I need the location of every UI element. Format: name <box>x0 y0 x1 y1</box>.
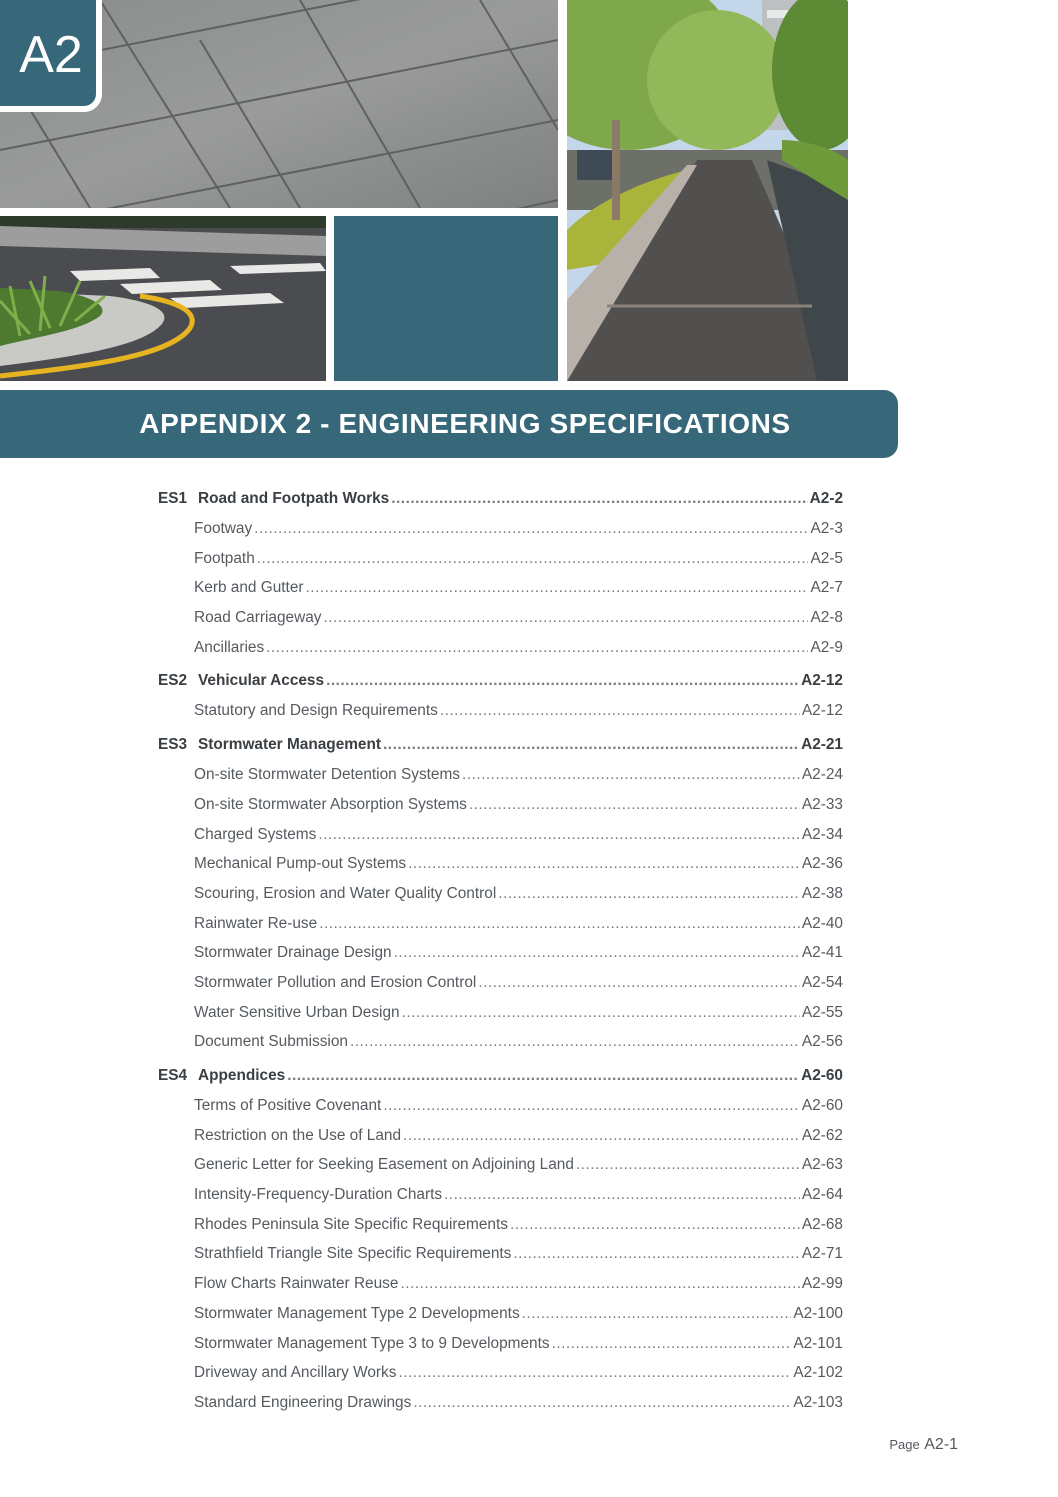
toc-page-number: A2-101 <box>793 1334 843 1352</box>
toc-entry-title: Scouring, Erosion and Water Quality Control <box>194 884 497 902</box>
toc-entry-title: On-site Stormwater Detention Systems <box>194 766 461 784</box>
toc-entry[interactable] <box>158 1210 843 1240</box>
teal-block <box>334 216 558 381</box>
dot-leader <box>462 760 800 790</box>
dot-leader <box>287 1061 799 1091</box>
toc-page-number: A2-103 <box>793 1393 843 1411</box>
toc-entry-title: Restriction on the Use of Land <box>194 1126 402 1144</box>
toc-page-number: A2-102 <box>793 1364 843 1382</box>
dot-leader <box>394 938 800 968</box>
toc-page-number: A2-56 <box>801 1033 843 1051</box>
toc-section-heading[interactable] <box>158 1061 843 1091</box>
toc-entry[interactable] <box>158 603 843 633</box>
toc-page-number: A2-63 <box>801 1156 843 1174</box>
toc-page-number: A2-60 <box>801 1097 843 1114</box>
toc-entry[interactable] <box>158 633 843 663</box>
page-number: A2-1 <box>924 1436 958 1453</box>
dot-leader <box>323 603 808 633</box>
toc-entry[interactable] <box>158 1299 843 1329</box>
dot-leader <box>444 1180 800 1210</box>
toc-entry[interactable] <box>158 1121 843 1151</box>
toc-entry[interactable] <box>158 760 843 790</box>
toc-entry[interactable] <box>158 1358 843 1388</box>
toc-entry[interactable] <box>158 820 843 850</box>
dot-leader <box>498 879 800 909</box>
section-tab: A2 <box>0 0 102 112</box>
dot-leader <box>254 514 808 544</box>
toc-entry-title: Mechanical Pump-out Systems <box>194 855 407 873</box>
dot-leader <box>510 1210 800 1240</box>
streetscape-photo <box>567 0 848 381</box>
toc-entry-title: Footway <box>194 520 253 537</box>
toc-section <box>158 484 843 662</box>
toc-entry-title: Ancillaries <box>194 638 265 656</box>
toc-page-number: A2-38 <box>801 884 843 902</box>
toc-entry-title: Road Carriageway <box>194 609 322 627</box>
toc-entry[interactable] <box>158 790 843 820</box>
toc-page-number: A2-40 <box>801 914 843 932</box>
toc-entry-title: Driveway and Ancillary Works <box>194 1364 397 1382</box>
toc-page-number: A2-41 <box>801 944 843 962</box>
toc-entry-title: Stormwater Pollution and Erosion Control <box>194 973 477 991</box>
toc-entry[interactable] <box>158 1027 843 1057</box>
dot-leader <box>391 484 807 514</box>
toc-entry[interactable] <box>158 514 843 544</box>
toc-page-number: A2-60 <box>801 1067 843 1084</box>
toc-entry-title: Rainwater Re-use <box>194 914 318 932</box>
toc-entry-title: Stormwater Drainage Design <box>194 944 392 962</box>
toc-section-title: Vehicular Access <box>198 672 325 690</box>
toc-page-number: A2-3 <box>810 520 843 537</box>
toc-entry-title: Stormwater Management Type 3 to 9 Developments <box>194 1334 550 1352</box>
toc-page-number: A2-64 <box>801 1186 843 1204</box>
toc-section-title: Stormwater Management <box>198 736 382 754</box>
dot-leader <box>266 633 808 663</box>
toc-page-number: A2-68 <box>801 1215 843 1233</box>
toc-section-code: ES2 <box>158 672 188 690</box>
toc-page-number: A2-36 <box>801 855 843 873</box>
toc-entry[interactable] <box>158 909 843 939</box>
toc-section-heading[interactable] <box>158 666 843 696</box>
dot-leader <box>440 696 800 726</box>
dot-leader <box>383 1091 800 1121</box>
toc-entry-title: Charged Systems <box>194 825 317 843</box>
toc-page-number: A2-2 <box>809 490 843 507</box>
page-label: Page <box>889 1437 920 1452</box>
toc-section-heading[interactable] <box>158 484 843 514</box>
toc-entry[interactable] <box>158 998 843 1028</box>
toc-entry[interactable] <box>158 1269 843 1299</box>
toc-section-title: Road and Footpath Works <box>198 490 390 507</box>
toc-entry[interactable] <box>158 1180 843 1210</box>
toc-section-code: ES4 <box>158 1067 188 1084</box>
toc-entry-title: Rhodes Peninsula Site Specific Requirements <box>194 1215 508 1233</box>
toc-entry[interactable] <box>158 1239 843 1269</box>
toc-entry-title: Terms of Positive Covenant <box>194 1097 382 1114</box>
toc-entry-title: Water Sensitive Urban Design <box>194 1003 400 1021</box>
dot-leader <box>319 909 800 939</box>
toc-entry[interactable] <box>158 696 843 726</box>
toc-page-number: A2-7 <box>810 579 843 597</box>
toc-section-code: ES1 <box>158 490 188 507</box>
toc-entry[interactable] <box>158 849 843 879</box>
dot-leader <box>402 998 800 1028</box>
dot-leader <box>478 968 800 998</box>
toc-entry-title: Footpath <box>194 549 255 567</box>
dot-leader <box>383 730 799 760</box>
toc-page-number: A2-9 <box>810 638 843 656</box>
dot-leader <box>403 1121 800 1151</box>
toc-page-number: A2-55 <box>801 1003 843 1021</box>
toc-page-number: A2-33 <box>801 795 843 813</box>
toc-page-number: A2-5 <box>810 549 843 567</box>
toc-entry[interactable] <box>158 1388 843 1418</box>
toc-section <box>158 1061 843 1418</box>
dot-leader <box>400 1269 799 1299</box>
toc-entry-title: Kerb and Gutter <box>194 579 304 597</box>
toc-section-heading[interactable] <box>158 730 843 760</box>
page-footer <box>889 1436 958 1454</box>
toc-page-number: A2-21 <box>801 736 843 754</box>
toc-entry[interactable] <box>158 573 843 603</box>
dot-leader <box>318 820 800 850</box>
toc-entry[interactable] <box>158 1150 843 1180</box>
toc-section <box>158 730 843 1057</box>
toc-entry-title: On-site Stormwater Absorption Systems <box>194 795 467 813</box>
toc-entry[interactable] <box>158 879 843 909</box>
toc-entry-title: Statutory and Design Requirements <box>194 702 438 720</box>
dot-leader <box>306 573 809 603</box>
toc-entry-title: Stormwater Management Type 2 Developments <box>194 1304 520 1322</box>
toc-page-number: A2-71 <box>801 1245 843 1263</box>
dot-leader <box>576 1150 800 1180</box>
toc-section-code: ES3 <box>158 736 188 754</box>
roadway-photo <box>0 216 326 381</box>
toc-page-number: A2-99 <box>801 1275 843 1293</box>
dot-leader <box>350 1027 800 1057</box>
dot-leader <box>552 1329 792 1359</box>
dot-leader <box>326 666 799 696</box>
dot-leader <box>522 1299 792 1329</box>
dot-leader <box>413 1388 791 1418</box>
toc-page-number: A2-62 <box>801 1126 843 1144</box>
toc-entry[interactable] <box>158 1091 843 1121</box>
toc-section-title: Appendices <box>198 1067 286 1084</box>
toc-entry-title: Standard Engineering Drawings <box>194 1393 412 1411</box>
toc-page-number: A2-8 <box>810 609 843 627</box>
toc-page-number: A2-12 <box>801 672 843 690</box>
dot-leader <box>513 1239 800 1269</box>
toc-entry[interactable] <box>158 1329 843 1359</box>
toc-page-number: A2-54 <box>801 973 843 991</box>
toc-entry-title: Generic Letter for Seeking Easement on Adjoining Land <box>194 1156 574 1174</box>
table-of-contents <box>158 484 843 1422</box>
dot-leader <box>469 790 800 820</box>
toc-page-number: A2-100 <box>793 1304 843 1322</box>
toc-page-number: A2-34 <box>801 825 843 843</box>
toc-page-number: A2-24 <box>801 766 843 784</box>
toc-section <box>158 666 843 726</box>
dot-leader <box>257 544 809 574</box>
toc-entry[interactable] <box>158 938 843 968</box>
toc-entry-title: Document Submission <box>194 1033 348 1051</box>
toc-entry[interactable] <box>158 544 843 574</box>
toc-entry-title: Intensity-Frequency-Duration Charts <box>194 1186 443 1204</box>
toc-entry-title: Flow Charts Rainwater Reuse <box>194 1275 399 1293</box>
toc-entry[interactable] <box>158 968 843 998</box>
toc-page-number: A2-12 <box>801 702 843 720</box>
dot-leader <box>408 849 800 879</box>
toc-entry-title: Strathfield Triangle Site Specific Requirements <box>194 1245 512 1263</box>
page-title-banner: APPENDIX 2 - ENGINEERING SPECIFICATIONS <box>0 390 898 458</box>
dot-leader <box>398 1358 791 1388</box>
